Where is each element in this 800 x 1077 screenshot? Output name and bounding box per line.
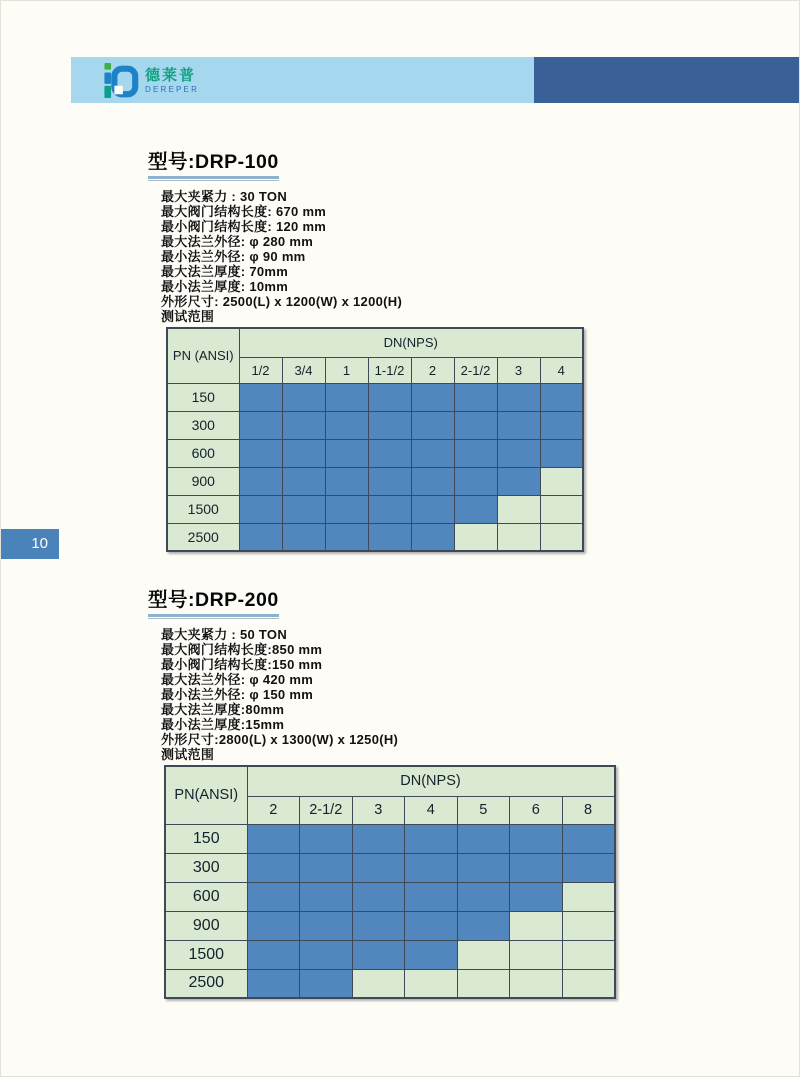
nps-column-header: 2-1/2	[300, 796, 353, 824]
range-cell-covered	[411, 467, 454, 495]
spec-line: 最大夹紧力 : 30 TON	[161, 189, 288, 204]
range-cell-covered	[562, 824, 615, 853]
range-cell-covered	[540, 439, 583, 467]
range-cell-covered	[497, 383, 540, 411]
model-title: 型号:DRP-100	[148, 146, 279, 181]
table-row	[167, 383, 583, 411]
spec-line: 最大法兰外径: φ 280 mm	[161, 234, 314, 249]
range-cell-covered	[247, 940, 300, 969]
range-cell-covered	[300, 853, 353, 882]
header-bar-dark	[534, 57, 800, 103]
nps-column-header: 2	[411, 357, 454, 383]
spec-line: 最大法兰外径: φ 420 mm	[161, 672, 314, 687]
dn-nps-header: DN(NPS)	[239, 328, 583, 357]
range-cell-covered	[405, 882, 458, 911]
range-cell-uncovered	[562, 882, 615, 911]
nps-column-header: 1	[325, 357, 368, 383]
range-cell-covered	[352, 940, 405, 969]
section-drp-200	[148, 584, 648, 999]
range-cell-covered	[352, 824, 405, 853]
range-cell-covered	[457, 882, 510, 911]
range-cell-covered	[352, 882, 405, 911]
range-cell-covered	[239, 523, 282, 551]
table-row	[167, 439, 583, 467]
range-cell-covered	[411, 411, 454, 439]
range-cell-covered	[411, 383, 454, 411]
range-cell-covered	[497, 411, 540, 439]
spec-line: 最大阀门结构长度:850 mm	[161, 642, 323, 657]
pn-row-label: 900	[165, 911, 247, 940]
logo-chinese-name: 德莱普	[145, 66, 197, 84]
nps-column-header: 6	[510, 796, 563, 824]
range-cell-covered	[368, 411, 411, 439]
range-cell-covered	[300, 824, 353, 853]
range-cell-covered	[411, 439, 454, 467]
pn-row-label: 2500	[167, 523, 239, 551]
range-cell-covered	[300, 940, 353, 969]
range-cell-covered	[247, 969, 300, 998]
range-cell-covered	[510, 824, 563, 853]
range-cell-uncovered	[405, 969, 458, 998]
range-cell-covered	[454, 383, 497, 411]
range-cell-covered	[325, 523, 368, 551]
range-cell-covered	[540, 383, 583, 411]
section-drp-100	[148, 146, 648, 552]
range-cell-covered	[411, 495, 454, 523]
range-cell-covered	[282, 411, 325, 439]
range-cell-uncovered	[497, 523, 540, 551]
range-cell-covered	[454, 439, 497, 467]
range-cell-uncovered	[352, 969, 405, 998]
pn-row-label: 1500	[165, 940, 247, 969]
test-range-table-drp-200	[164, 765, 616, 999]
spec-list	[161, 627, 648, 762]
pn-row-label: 300	[167, 411, 239, 439]
range-cell-uncovered	[497, 495, 540, 523]
table-row	[167, 495, 583, 523]
spec-line: 最小法兰外径: φ 90 mm	[161, 249, 306, 264]
range-cell-covered	[325, 495, 368, 523]
range-cell-covered	[352, 853, 405, 882]
range-cell-covered	[247, 853, 300, 882]
nps-column-header: 3/4	[282, 357, 325, 383]
spec-line: 最小法兰外径: φ 150 mm	[161, 687, 314, 702]
nps-column-header: 2	[247, 796, 300, 824]
range-cell-covered	[457, 911, 510, 940]
nps-column-header: 4	[540, 357, 583, 383]
range-cell-covered	[510, 882, 563, 911]
range-cell-covered	[239, 495, 282, 523]
header-bar-light	[71, 57, 534, 103]
nps-column-header: 5	[457, 796, 510, 824]
spec-line: 最小法兰厚度:15mm	[161, 717, 285, 732]
logo-mark-icon	[103, 61, 139, 101]
table-row	[167, 523, 583, 551]
nps-column-header: 4	[405, 796, 458, 824]
range-cell-covered	[325, 411, 368, 439]
range-cell-covered	[325, 467, 368, 495]
range-cell-covered	[405, 940, 458, 969]
range-cell-uncovered	[562, 969, 615, 998]
range-cell-covered	[239, 411, 282, 439]
spec-line: 外形尺寸:2800(L) x 1300(W) x 1250(H)	[161, 732, 399, 747]
range-cell-uncovered	[540, 523, 583, 551]
nps-column-header: 3	[352, 796, 405, 824]
range-cell-covered	[562, 853, 615, 882]
test-range-table-drp-100	[166, 327, 584, 552]
table-row	[165, 969, 615, 998]
range-cell-covered	[454, 411, 497, 439]
range-cell-covered	[368, 523, 411, 551]
range-cell-covered	[368, 495, 411, 523]
range-cell-covered	[405, 853, 458, 882]
spec-line: 最小阀门结构长度: 120 mm	[161, 219, 327, 234]
table-row	[165, 911, 615, 940]
spec-line: 最大法兰厚度: 70mm	[161, 264, 289, 279]
range-cell-uncovered	[510, 969, 563, 998]
nps-column-header: 1/2	[239, 357, 282, 383]
range-cell-covered	[300, 911, 353, 940]
pn-ansi-header: PN (ANSI)	[167, 328, 239, 383]
pn-row-label: 600	[167, 439, 239, 467]
nps-column-header: 3	[497, 357, 540, 383]
range-cell-uncovered	[457, 969, 510, 998]
table-row	[165, 882, 615, 911]
spec-line: 最大阀门结构长度: 670 mm	[161, 204, 327, 219]
range-cell-uncovered	[510, 940, 563, 969]
nps-column-header: 1-1/2	[368, 357, 411, 383]
range-cell-covered	[247, 911, 300, 940]
range-cell-uncovered	[540, 495, 583, 523]
range-cell-uncovered	[562, 911, 615, 940]
range-cell-uncovered	[540, 467, 583, 495]
range-cell-covered	[282, 467, 325, 495]
brand-logo	[103, 61, 199, 101]
pn-row-label: 300	[165, 853, 247, 882]
table-row	[167, 411, 583, 439]
range-cell-covered	[282, 495, 325, 523]
range-cell-covered	[282, 523, 325, 551]
spec-list	[161, 189, 648, 324]
range-cell-covered	[300, 882, 353, 911]
pn-row-label: 600	[165, 882, 247, 911]
model-title: 型号:DRP-200	[148, 584, 279, 619]
table-row	[165, 940, 615, 969]
pn-row-label: 1500	[167, 495, 239, 523]
table-row	[165, 853, 615, 882]
logo-english-name: DEREPER	[145, 84, 200, 94]
pn-row-label: 150	[165, 824, 247, 853]
range-cell-covered	[497, 467, 540, 495]
dn-nps-header: DN(NPS)	[247, 766, 615, 796]
range-cell-uncovered	[457, 940, 510, 969]
range-cell-covered	[368, 383, 411, 411]
pn-row-label: 2500	[165, 969, 247, 998]
nps-column-header: 2-1/2	[454, 357, 497, 383]
logo-text	[145, 68, 199, 95]
range-cell-covered	[239, 439, 282, 467]
range-cell-covered	[239, 383, 282, 411]
range-cell-covered	[457, 853, 510, 882]
range-cell-covered	[454, 495, 497, 523]
range-cell-covered	[454, 467, 497, 495]
range-cell-covered	[239, 467, 282, 495]
range-cell-covered	[300, 969, 353, 998]
range-cell-covered	[325, 439, 368, 467]
range-cell-covered	[411, 523, 454, 551]
range-cell-covered	[247, 882, 300, 911]
range-cell-uncovered	[454, 523, 497, 551]
spec-line: 最小阀门结构长度:150 mm	[161, 657, 323, 672]
range-cell-covered	[457, 824, 510, 853]
spec-line: 最小法兰厚度: 10mm	[161, 279, 289, 294]
range-cell-covered	[405, 824, 458, 853]
nps-column-header: 8	[562, 796, 615, 824]
pn-row-label: 150	[167, 383, 239, 411]
range-cell-uncovered	[562, 940, 615, 969]
spec-line: 外形尺寸: 2500(L) x 1200(W) x 1200(H)	[161, 294, 403, 309]
pn-row-label: 900	[167, 467, 239, 495]
spec-line: 最大夹紧力 : 50 TON	[161, 627, 288, 642]
page-number-badge: 10	[1, 529, 59, 559]
range-cell-covered	[540, 411, 583, 439]
table-row	[167, 467, 583, 495]
range-cell-covered	[368, 439, 411, 467]
spec-line: 测试范围	[161, 747, 215, 762]
range-cell-covered	[247, 824, 300, 853]
pn-ansi-header: PN(ANSI)	[165, 766, 247, 824]
range-cell-covered	[325, 383, 368, 411]
range-cell-uncovered	[510, 911, 563, 940]
range-cell-covered	[368, 467, 411, 495]
spec-line: 测试范围	[161, 309, 215, 324]
table-row	[165, 824, 615, 853]
spec-line: 最大法兰厚度:80mm	[161, 702, 285, 717]
range-cell-covered	[497, 439, 540, 467]
range-cell-covered	[282, 383, 325, 411]
range-cell-covered	[282, 439, 325, 467]
range-cell-covered	[405, 911, 458, 940]
range-cell-covered	[352, 911, 405, 940]
range-cell-covered	[510, 853, 563, 882]
